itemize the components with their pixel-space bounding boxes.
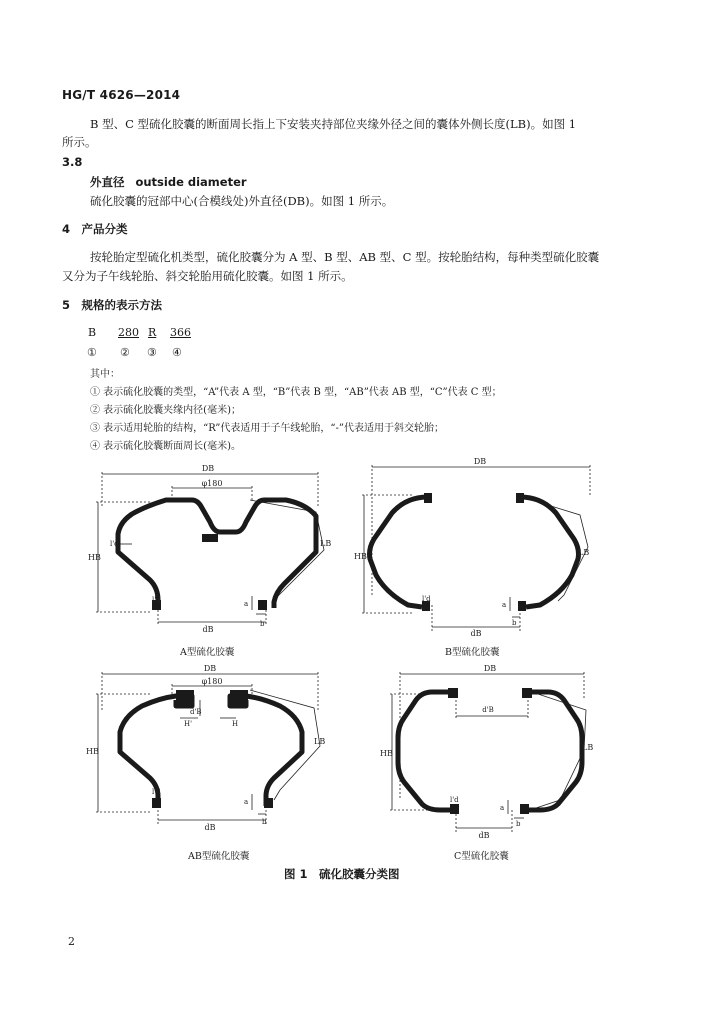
lb-paragraph-line2: 所示。 xyxy=(62,135,97,149)
spec-code-part-structure: R xyxy=(148,326,157,339)
label-dbsmall: dB xyxy=(202,625,214,634)
label-hp: H' xyxy=(184,720,193,728)
caption-a-type: A型硫化胶囊 xyxy=(180,647,235,658)
label-dbsmall: dB xyxy=(204,823,216,832)
label-a: a xyxy=(244,798,249,806)
label-a: a xyxy=(502,601,507,609)
lb-paragraph-line1: B 型、C 型硫化胶囊的断面周长指上下安装夹持部位夹缘外径之间的囊体外侧长度(LB)。如图 1 xyxy=(90,117,577,131)
section-5-heading: 5 规格的表示方法 xyxy=(62,298,163,312)
figure-caption: 图 1 硫化胶囊分类图 xyxy=(284,867,400,881)
label-ld: l'd xyxy=(110,540,119,548)
label-hb: HB xyxy=(86,747,99,756)
spec-code-part-diameter: 280 xyxy=(118,326,139,339)
spec-code-part-length: 366 xyxy=(170,326,191,339)
spec-mark-4: ④ xyxy=(172,346,182,359)
spec-where: 其中： xyxy=(90,369,120,380)
label-h: H xyxy=(232,720,239,728)
label-dp: d'B xyxy=(482,706,494,714)
label-hb: HB xyxy=(88,553,101,562)
spec-item-3: ③ 表示适用轮胎的结构，“R”代表适用于子午线轮胎，“-”代表适用于斜交轮胎； xyxy=(90,423,444,434)
section-4-line1: 按轮胎定型硫化机类型，硫化胶囊分为 A 型、B 型、AB 型、C 型。按轮胎结构，每种类型硫化胶囊 xyxy=(90,250,600,264)
label-lb: LB xyxy=(582,743,594,752)
caption-c-type: C型硫化胶囊 xyxy=(454,851,509,862)
section-4-line2: 又分为子午线轮胎、斜交轮胎用硫化胶囊。如图 1 所示。 xyxy=(62,269,353,283)
label-ld: l'd xyxy=(422,595,431,603)
spec-item-2: ② 表示硫化胶囊夹缘内径(毫米)； xyxy=(90,405,241,416)
label-phi180: φ180 xyxy=(201,677,223,686)
term-cn: 外直径 xyxy=(90,175,125,189)
caption-b-type: B型硫化胶囊 xyxy=(445,647,500,658)
spec-mark-3: ③ xyxy=(147,346,157,359)
label-phi180: φ180 xyxy=(201,479,223,488)
label-db: DB xyxy=(483,664,497,673)
section-3-8-number: 3.8 xyxy=(62,155,83,169)
spec-item-4: ④ 表示硫化胶囊断面周长(毫米)。 xyxy=(90,441,241,452)
section-4-heading: 4 产品分类 xyxy=(62,222,128,236)
label-hb: HB xyxy=(380,749,393,758)
section-3-8-term xyxy=(90,174,247,190)
spec-mark-1: ① xyxy=(87,346,97,359)
label-b: b xyxy=(516,820,521,828)
label-b: b xyxy=(512,619,517,627)
label-db: DB xyxy=(203,664,217,673)
label-b: b xyxy=(262,818,267,826)
label-lb: LB xyxy=(578,548,590,557)
page-number: 2 xyxy=(68,935,75,948)
label-a: a xyxy=(500,804,505,812)
spec-item-1: ① 表示硫化胶囊的类型，“A”代表 A 型，“B”代表 B 型，“AB”代表 AB 型，“C”代表 C 型； xyxy=(90,387,502,398)
label-db: DB xyxy=(473,457,487,466)
label-ld: l'd xyxy=(152,788,161,796)
label-ld-lower: l'd xyxy=(152,596,161,604)
label-lb: LB xyxy=(314,737,326,746)
label-db: DB xyxy=(201,464,215,473)
spec-mark-2: ② xyxy=(120,346,130,359)
diagram-b-type xyxy=(352,455,612,640)
label-dbsmall: dB xyxy=(470,629,482,638)
diagram-ab-type xyxy=(80,660,340,845)
label-hb: HB xyxy=(354,552,367,561)
label-b: b xyxy=(260,620,265,628)
label-ld: l'd xyxy=(450,796,459,804)
spec-code-part-type: B xyxy=(88,326,97,339)
caption-ab-type: AB型硫化胶囊 xyxy=(188,851,250,862)
label-lb: LB xyxy=(320,539,332,548)
diagram-a-type xyxy=(80,460,340,640)
label-a: a xyxy=(244,600,249,608)
label-dbsmall: dB xyxy=(478,831,490,840)
label-dp: d'B xyxy=(190,708,202,716)
diagram-c-type xyxy=(370,660,610,845)
section-3-8-definition: 硫化胶囊的冠部中心(合模线处)外直径(DB)。如图 1 所示。 xyxy=(90,194,394,208)
standard-number: HG/T 4626—2014 xyxy=(62,88,181,102)
term-en: outside diameter xyxy=(135,175,247,189)
